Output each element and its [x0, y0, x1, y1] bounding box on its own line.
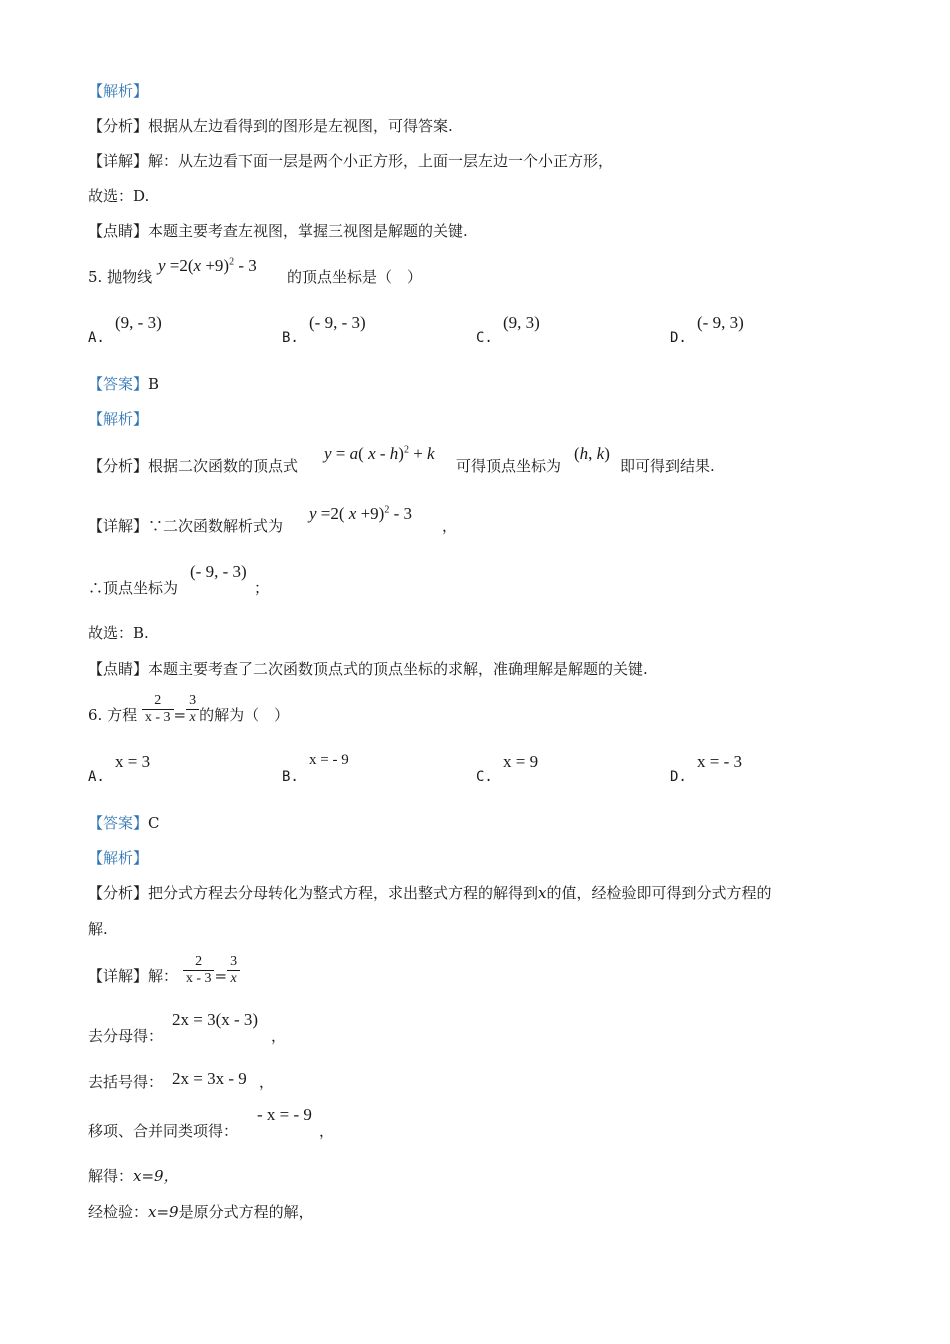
q5-therefore-point: (- 9, - 3) — [190, 562, 247, 581]
q6-detail-frac-left-den: x - 3 — [185, 970, 212, 986]
q5-vertex-form: y = a( x - h)$^2$ + k — [324, 444, 435, 463]
q6-jiexi: 【解析】 — [88, 849, 149, 867]
q6-step5-label: 经检验： — [88, 1203, 149, 1221]
question-5-equation: $y =2(x +9)^2 - 3$ — [158, 256, 257, 275]
q5-option-a-value: (9, - 3) — [115, 313, 162, 332]
q5-analysis-line — [88, 456, 298, 476]
q5-analysis-tag: 【分析】 — [88, 457, 149, 475]
q6-step5-expr: x=9 — [148, 1203, 179, 1221]
q6-step3-post: ， — [319, 1122, 335, 1140]
q5-comment-line — [88, 659, 648, 679]
q6-step1-post: ， — [271, 1027, 287, 1045]
q6-analysis-tag: 【分析】 — [88, 884, 149, 902]
q6-answer: C — [148, 814, 160, 832]
q6-frac-right-den: x — [189, 709, 196, 725]
question-5-suffix: 的顶点坐标是（ ） — [287, 268, 423, 286]
q6-frac-left-den: x - 3 — [144, 709, 171, 725]
q6-answer-line — [88, 813, 160, 833]
q6-frac-left-num: 2 — [142, 693, 174, 710]
comment-text: 本题主要考查左视图，掌握三视图是解题的关键. — [148, 222, 468, 240]
q6-frac-right-num: 3 — [186, 693, 199, 710]
q6-step2-post: ， — [259, 1073, 275, 1091]
q5-option-b-value: (- 9, - 3) — [309, 313, 366, 332]
q6-detail-fraction-left — [183, 954, 215, 987]
q5-therefore-post: ； — [254, 579, 270, 597]
analysis-text: 根据从左边看得到的图形是左视图，可得答案. — [148, 117, 453, 135]
q6-option-a-letter: A. — [88, 769, 105, 785]
q6-detail-equals: = — [214, 967, 228, 985]
q6-option-b-value: x = - 9 — [309, 752, 349, 768]
section-heading-jiexi: 【解析】 — [88, 82, 149, 100]
q5-option-c-letter: C. — [476, 330, 493, 346]
q6-detail-pre: 解： — [148, 967, 179, 985]
q5-jiexi: 【解析】 — [88, 410, 149, 428]
q6-step5-post: 是原分式方程的解， — [178, 1203, 314, 1221]
q6-equals: = — [173, 706, 187, 724]
q6-option-d-letter: D. — [670, 769, 687, 785]
q6-step4-expr: x=9， — [133, 1167, 179, 1185]
q6-fraction-left — [142, 693, 174, 726]
q6-step4-label: 解得： — [88, 1167, 134, 1185]
q6-detail-frac-right-den: x — [230, 970, 237, 986]
q5-answer-tag: 【答案】 — [88, 375, 149, 393]
q5-detail-pre: ∵二次函数解析式为 — [148, 517, 284, 535]
choice-line: 故选：D. — [88, 187, 150, 205]
question-6-line — [88, 692, 290, 726]
q5-option-a-letter: A. — [88, 330, 105, 346]
q6-analysis-line — [88, 883, 772, 903]
question-6-prefix: 6. 方程 — [88, 706, 138, 724]
q6-step4-line — [88, 1166, 179, 1186]
detail-text: 解：从左边看下面一层是两个小正方形，上面一层左边一个小正方形， — [148, 152, 614, 170]
analysis-line — [88, 116, 453, 136]
question-5-prefix: 5. 抛物线 — [88, 268, 153, 286]
q6-analysis-cont: 解. — [88, 920, 108, 938]
q5-analysis-pre: 根据二次函数的顶点式 — [148, 457, 299, 475]
q5-comment-text: 本题主要考查了二次函数顶点式的顶点坐标的求解，准确理解是解题的关键. — [148, 660, 648, 678]
q6-option-b-letter: B. — [282, 769, 299, 785]
q6-detail-line — [88, 953, 240, 987]
q6-step3-expr: - x = - 9 — [257, 1105, 312, 1124]
comment-line — [88, 221, 468, 241]
q5-therefore-pre: ∴顶点坐标为 — [88, 579, 179, 597]
q5-detail-tag: 【详解】 — [88, 517, 149, 535]
q6-detail-frac-right-num: 3 — [227, 954, 240, 971]
q5-detail-post: ， — [442, 517, 458, 535]
q5-analysis-point: (h, k) — [574, 444, 610, 463]
q6-option-c-value: x = 9 — [503, 752, 539, 771]
q5-analysis-post: 即可得到结果. — [620, 457, 715, 475]
detail-tag: 【详解】 — [88, 152, 149, 170]
q5-answer-line — [88, 374, 159, 394]
q6-option-a-value: x = 3 — [115, 752, 151, 771]
analysis-tag: 【分析】 — [88, 117, 149, 135]
question-6-suffix: 的解为（ ） — [199, 706, 290, 724]
q6-fraction-right — [186, 693, 199, 726]
q6-analysis-post: 的值，经检验即可得到分式方程的 — [546, 884, 772, 902]
q5-analysis-mid: 可得顶点坐标为 — [456, 457, 562, 475]
q6-step2-label: 去括号得： — [88, 1073, 164, 1091]
q6-step3-label: 移项、合并同类项得： — [88, 1122, 239, 1140]
q5-choice: 故选：B. — [88, 624, 149, 642]
q5-option-d-letter: D. — [670, 330, 687, 346]
q6-detail-frac-left-num: 2 — [183, 954, 215, 971]
q6-answer-tag: 【答案】 — [88, 814, 149, 832]
q5-option-b-letter: B. — [282, 330, 299, 346]
q5-detail-formula: y =2( x +9)$^2$ - 3 — [309, 504, 413, 523]
q5-option-d-value: (- 9, 3) — [697, 313, 744, 332]
q5-answer: B — [148, 375, 160, 393]
q6-step1-expr: 2x = 3(x - 3) — [172, 1010, 259, 1029]
q6-analysis-var: x — [538, 884, 547, 902]
q6-option-d-value: x = - 3 — [697, 752, 742, 771]
q6-analysis-pre: 把分式方程去分母转化为整式方程，求出整式方程的解得到 — [148, 884, 539, 902]
q5-comment-tag: 【点睛】 — [88, 660, 149, 678]
detail-line — [88, 151, 613, 171]
q6-step1-label: 去分母得： — [88, 1027, 164, 1045]
q5-detail-line — [88, 516, 283, 536]
q6-detail-tag: 【详解】 — [88, 967, 149, 985]
q6-option-c-letter: C. — [476, 769, 493, 785]
q6-step2-expr: 2x = 3x - 9 — [172, 1069, 247, 1088]
comment-tag: 【点睛】 — [88, 222, 149, 240]
q6-detail-fraction-right — [227, 954, 240, 987]
q5-option-c-value: (9, 3) — [503, 313, 540, 332]
q6-step5-line — [88, 1202, 314, 1222]
